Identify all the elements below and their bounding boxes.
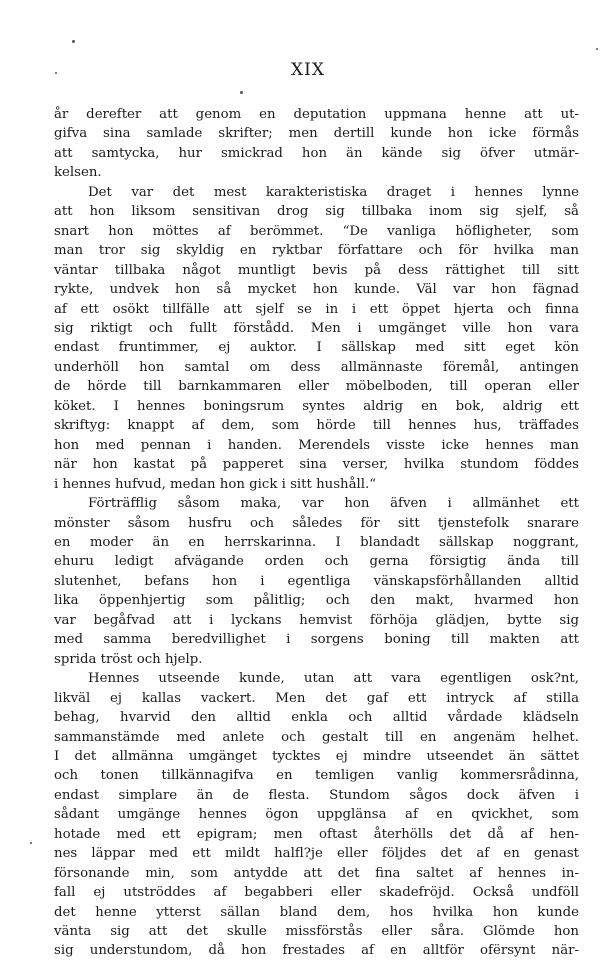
- text-line: lika öppenhjertig som pålitlig; och den makt, hvarmed hon: [54, 593, 579, 609]
- text-line: slutenhet, befans hon i egentliga vänskapsförhållanden alltid: [54, 573, 579, 589]
- text-line: hotade med ett epigram; men oftast återhölls det då af hen-: [54, 826, 579, 842]
- text-line: vänta sig att det skulle missförstås eller såra. Glömde hon: [54, 924, 579, 940]
- text-line: köket. I hennes boningsrum syntes aldrig en bok, aldrig ett: [54, 398, 579, 414]
- text-line: man tror sig skyldig en ryktbar författare och för hvilka man: [54, 243, 579, 259]
- text-line: mönster såsom husfru och således för sitt tjenstefolk snarare: [54, 515, 579, 531]
- text-line: sammanstämde med anlete och gestalt till en angenäm helhet.: [54, 729, 579, 745]
- text-line: att samtycka, hur smickrad hon än kände sig öfver utmär-: [54, 145, 579, 161]
- text-line: det henne ytterst sällan bland dem, hos hvilka hon kunde: [54, 904, 579, 920]
- text-line: endast simplare än de flesta. Stundom sågos dock äfven i: [54, 787, 579, 803]
- body-text: [54, 105, 579, 961]
- print-speck: [55, 72, 57, 74]
- text-line: med samma beredvillighet i sorgens boning till makten att: [54, 632, 579, 648]
- text-line: var begåfvad att i lyckans hemvist förhöja glädjen, bytte sig: [54, 612, 579, 628]
- text-line: I det allmänna umgänget tycktes ej mindre utseendet än sättet: [54, 748, 579, 764]
- print-speck: [596, 48, 598, 50]
- text-line: nes läppar med ett mildt halfl?je eller följdes det af en genast: [54, 846, 579, 862]
- text-line: sådant umgänge hennes ögon uppglänsa af en qvickhet, som: [54, 807, 579, 823]
- text-line: skriftyg: knappt af dem, som hörde till hennes hus, träffades: [54, 418, 579, 434]
- text-line: fall ej utströddes af begabberi eller skadefröjd. Också undföll: [54, 885, 579, 901]
- text-line: ehuru ledigt afvägande orden och gerna försigtig ända till: [54, 554, 579, 570]
- text-line: när hon kastat på papperet sina verser, hvilka stundom föddes: [54, 457, 579, 473]
- text-line: rykte, undvek hon så mycket hon kunde. Väl var hon fägnad: [54, 282, 579, 298]
- text-line: Hennes utseende kunde, utan att vara egentligen osk?nt,: [88, 671, 579, 687]
- text-line: år derefter att genom en deputation uppmana henne att ut-: [54, 107, 579, 122]
- text-line: Förträfflig såsom maka, var hon äfven i allmänhet ett: [88, 496, 579, 512]
- text-line: väntar tillbaka något muntligt bevis på dess rättighet till sitt: [54, 262, 579, 278]
- print-speck: [72, 40, 75, 43]
- text-line: kelsen.: [54, 165, 102, 181]
- text-line: af ett osökt tillfälle att sjelf se in i ett öppet hjerta och finna: [54, 301, 579, 317]
- text-line: försonande min, som antydde att det fina saltet af hennes in-: [54, 865, 579, 881]
- text-line: sig understundom, då hon frestades af en alltför ofërsynt när-: [54, 943, 579, 959]
- print-speck: [240, 91, 243, 94]
- text-line: sig riktigt och fullt förstådd. Men i umgänget ville hon vara: [54, 320, 579, 336]
- text-line: de hörde till barnkammaren eller möbelboden, till operan eller: [54, 379, 579, 395]
- text-line: att hon liksom sensitivan drog sig tillbaka inom sig sjelf, så: [54, 204, 579, 220]
- text-line: en moder än en herrskarinna. I blandadt sällskap noggrant,: [54, 534, 579, 550]
- text-line: sprida tröst och hjelp.: [54, 651, 203, 667]
- page-number: XIX: [291, 60, 325, 80]
- text-line: underhöll hon samtal om dess allmännaste föremål, antingen: [54, 359, 579, 375]
- text-line: snart hon möttes af berömmet. “De vanliga höfligheter, som: [54, 223, 579, 239]
- text-line: hon med pennan i handen. Merendels visste icke hennes man: [54, 437, 579, 453]
- text-line: och tonen tillkännagifva en temligen vanlig kommersrådinna,: [54, 768, 579, 784]
- text-line: Det var det mest karakteristiska draget i hennes lynne: [88, 184, 579, 200]
- text-line: likväl ej kallas vackert. Men det gaf ett intryck af stilla: [54, 690, 579, 706]
- text-line: gifva sina samlade skrifter; men dertill kunde hon icke förmås: [54, 126, 579, 142]
- text-line: behag, hvarvid den alltid enkla och alltid vårdade klädseln: [54, 710, 579, 726]
- text-line: i hennes hufvud, medan hon gick i sitt hushåll.“: [54, 476, 377, 492]
- text-line: endast fruntimmer, ej auktor. I sällskap med sitt eget kön: [54, 340, 579, 356]
- print-speck: [30, 842, 32, 844]
